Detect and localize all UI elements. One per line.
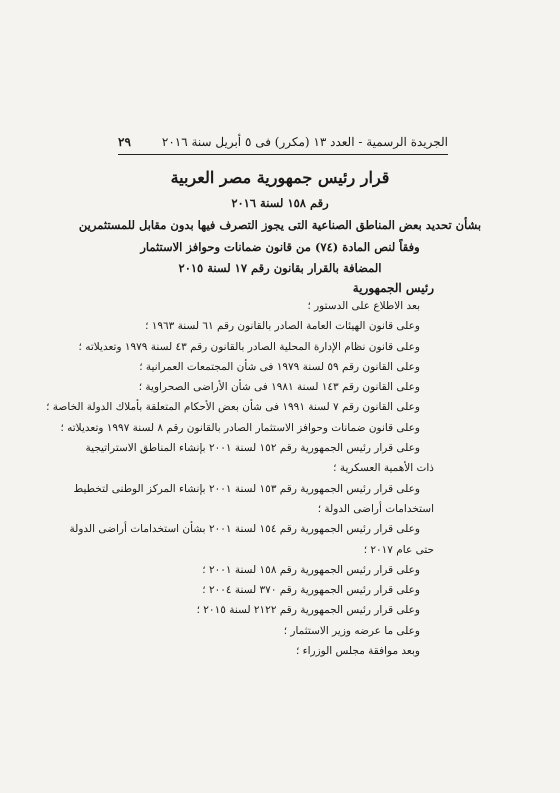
- president-heading: رئيس الجمهورية: [352, 281, 434, 295]
- preamble-line: حتى عام ٢٠١٧ ؛: [363, 543, 434, 556]
- header-divider: [118, 154, 448, 155]
- preamble-line: وعلى قانون ضمانات وحوافز الاستثمار الصادر بالقانون رقم ٨ لسنة ١٩٩٧ وتعديلاته ؛: [60, 421, 420, 434]
- preamble-line: بعد الاطلاع على الدستور ؛: [307, 300, 420, 312]
- decree-number: رقم ١٥٨ لسنة ٢٠١٦: [231, 196, 329, 210]
- preamble-line: وعلى قانون نظام الإدارة المحلية الصادر بالقانون رقم ٤٣ لسنة ١٩٧٩ وتعديلاته ؛: [78, 340, 420, 353]
- decree-subject-line-3: المضافة بالقرار بقانون رقم ١٧ لسنة ٢٠١٥: [178, 261, 382, 275]
- preamble-line: وبعد موافقة مجلس الوزراء ؛: [296, 645, 420, 658]
- decree-subject-line-2: وفقاً لنص المادة (٧٤) من قانون ضمانات وحوافز الاستثمار: [140, 240, 420, 254]
- preamble-line: استخدامات أراضى الدولة ؛: [317, 502, 434, 515]
- preamble-line: وعلى قرار رئيس الجمهورية رقم ١٥٤ لسنة ٢٠٠١ بشأن استخدامات أراضى الدولة: [69, 523, 420, 536]
- preamble-line: وعلى قرار رئيس الجمهورية رقم ١٥٨ لسنة ٢٠٠١ ؛: [202, 563, 420, 576]
- preamble-line: وعلى قرار رئيس الجمهورية رقم ١٥٢ لسنة ٢٠٠١ بإنشاء المناطق الاستراتيجية: [85, 442, 420, 455]
- preamble-line: وعلى القانون رقم ٥٩ لسنة ١٩٧٩ فى شأن المجتمعات العمرانية ؛: [139, 360, 420, 373]
- preamble-line: ذات الأهمية العسكرية ؛: [333, 462, 434, 475]
- preamble-line: وعلى ما عرضه وزير الاستثمار ؛: [283, 624, 420, 637]
- preamble-line: وعلى قانون الهيئات العامة الصادر بالقانون رقم ٦١ لسنة ١٩٦٣ ؛: [145, 320, 420, 333]
- decree-preamble: [46, 296, 434, 661]
- preamble-line: وعلى القانون رقم ٧ لسنة ١٩٩١ فى شأن بعض الأحكام المتعلقة بأملاك الدولة الخاصة ؛: [46, 401, 420, 414]
- journal-header: الجريدة الرسمية - العدد ١٣ (مكرر) فى ٥ أبريل سنة ٢٠١٦: [161, 135, 448, 149]
- preamble-line: وعلى قرار رئيس الجمهورية رقم ٣٧٠ لسنة ٢٠٠٤ ؛: [202, 584, 420, 597]
- preamble-line: وعلى قرار رئيس الجمهورية رقم ١٥٣ لسنة ٢٠٠١ بإنشاء المركز الوطنى لتخطيط: [73, 482, 420, 495]
- preamble-line: وعلى القانون رقم ١٤٣ لسنة ١٩٨١ فى شأن الأراضى الصحراوية ؛: [138, 381, 420, 394]
- decree-title: قرار رئيس جمهورية مصر العربية: [170, 168, 390, 187]
- decree-subject-line-1: بشأن تحديد بعض المناطق الصناعية التى يجوز التصرف فيها بدون مقابل للمستثمرين: [78, 218, 482, 232]
- preamble-line: وعلى قرار رئيس الجمهورية رقم ٢١٢٢ لسنة ٢٠١٥ ؛: [196, 604, 420, 617]
- page-number: ٢٩: [118, 135, 131, 149]
- page-header: [118, 131, 448, 149]
